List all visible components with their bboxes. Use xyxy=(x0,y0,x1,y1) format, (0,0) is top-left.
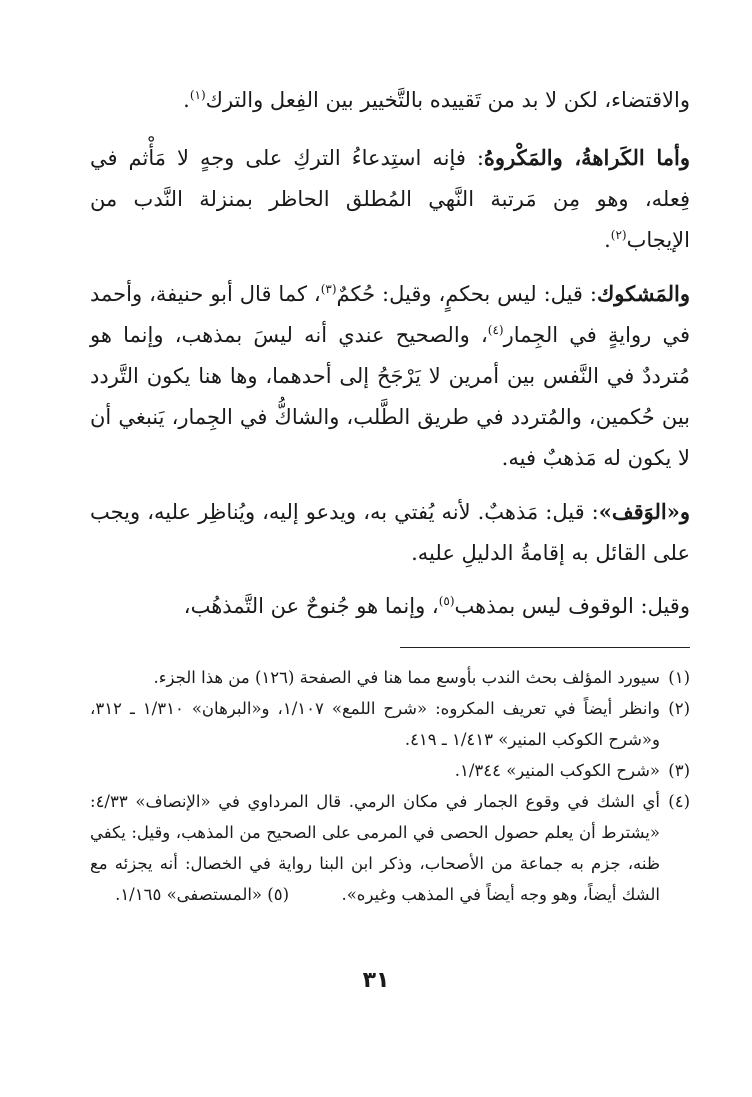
footnote-3 xyxy=(90,755,690,786)
paragraph-1 xyxy=(90,80,690,121)
paragraph-1-end: . xyxy=(183,88,190,112)
footnote-text: سيورد المؤلف بحث الندب بأوسع مما هنا في الصفحة (١٢٦) من هذا الجزء. xyxy=(153,668,660,687)
paragraph-mashkuk-text-c: ، والصحيح عندي أنه ليسَ بمذهب، وإنما هو مُترددٌ في النَّفس بين أمرين لا يَرْجَحُ إلى أحدهما، وها هنا يكون التَّردد بين حُكمين، والمُتردد في طريق الطَّلب، والشاكُّ في الجِمار، يَنبغي أن لا يكون له مَذهبٌ فيه. xyxy=(90,323,690,470)
footnote-divider xyxy=(400,647,690,648)
footnote-1 xyxy=(90,662,690,693)
footnote-number: (٤) xyxy=(668,792,690,811)
paragraph-mashkuk-text-a: : قيل: ليس بحكمٍ، وقيل: حُكمٌ xyxy=(336,282,597,306)
term-waqf: و«الوَقف» xyxy=(598,499,690,524)
paragraph-waqf xyxy=(90,491,690,574)
footnote-number: (٢) xyxy=(668,699,690,718)
footnote-4 xyxy=(84,786,690,910)
paragraph-1-text: والاقتضاء، لكن لا بد من تَقييده بالتَّخيير بين الفِعل والترك xyxy=(205,88,690,112)
footnote-ref-5[interactable]: (٥) xyxy=(438,594,455,608)
footnote-text: أي الشك في وقوع الجمار في مكان الرمي. قال المرداوي في «الإنصاف» ٤/٣٣: «يشترط أن يعلم حصول الحصى في المرمى على الصحيح من المذهب، وقيل: يكفي ظنه، جزم به جماعة من الأصحاب، وذكر ابن البنا رواية في الخصال: أنه يجزئه مع الشك أيضاً، وهو وجه أيضاً في المذهب وغيره». (٥) «المستصفى» ١/١٦٥. xyxy=(84,792,660,904)
footnotes xyxy=(84,662,690,910)
footnote-ref-3[interactable]: (٣) xyxy=(320,282,337,296)
page-body xyxy=(84,80,690,910)
paragraph-wuquf-text-b: ، وإنما هو جُنوحٌ عن التَّمذهُب، xyxy=(183,594,439,618)
paragraph-wuquf-text-a: وقيل: الوقوف ليس بمذهب xyxy=(454,594,690,618)
paragraph-makruh-text: : فإنه استِدعاءُ التركِ على وجهٍ لا مَأْثم في فِعله، وهو مِن مَرتبة النَّهي المُطلق الحاظر بمنزلة النَّدب من الإيجاب xyxy=(90,146,690,252)
footnote-ref-1[interactable]: (١) xyxy=(189,88,206,102)
footnote-text: وانظر أيضاً في تعريف المكروه: «شرح اللمع» ١/١٠٧، و«البرهان» ١/٣١٠ ـ ٣١٢، و«شرح الكوكب المنير» ١/٤١٣ ـ ٤١٩. xyxy=(90,699,660,749)
footnote-ref-4[interactable]: (٤) xyxy=(487,323,504,337)
paragraph-wuquf xyxy=(90,586,690,627)
footnote-ref-2[interactable]: (٢) xyxy=(610,228,627,242)
footnote-number: (١) xyxy=(668,668,690,687)
footnote-2 xyxy=(90,693,690,755)
paragraph-makruh xyxy=(90,137,690,261)
paragraph-mashkuk xyxy=(90,273,690,479)
paragraph-mashkuk-text-b: ، كما قال أبو حنيفة، وأحمد في روايةٍ في الجِمار xyxy=(90,282,690,347)
term-makruh: وأما الكَراهةُ، والمَكْروهُ xyxy=(483,145,690,170)
paragraph-makruh-end: . xyxy=(604,228,611,252)
footnote-number: (٣) xyxy=(668,761,690,780)
paragraph-waqf-text: : قيل: مَذهبٌ. لأنه يُفتي به، ويدعو إليه، ويُناظِر عليه، ويجب على القائل به إقامةُ الدليلِ عليه. xyxy=(90,500,690,565)
page-number: ٣١ xyxy=(362,968,390,993)
term-mashkuk: والمَشكوك xyxy=(596,281,690,306)
footnote-text: «شرح الكوكب المنير» ١/٣٤٤. xyxy=(454,761,660,780)
